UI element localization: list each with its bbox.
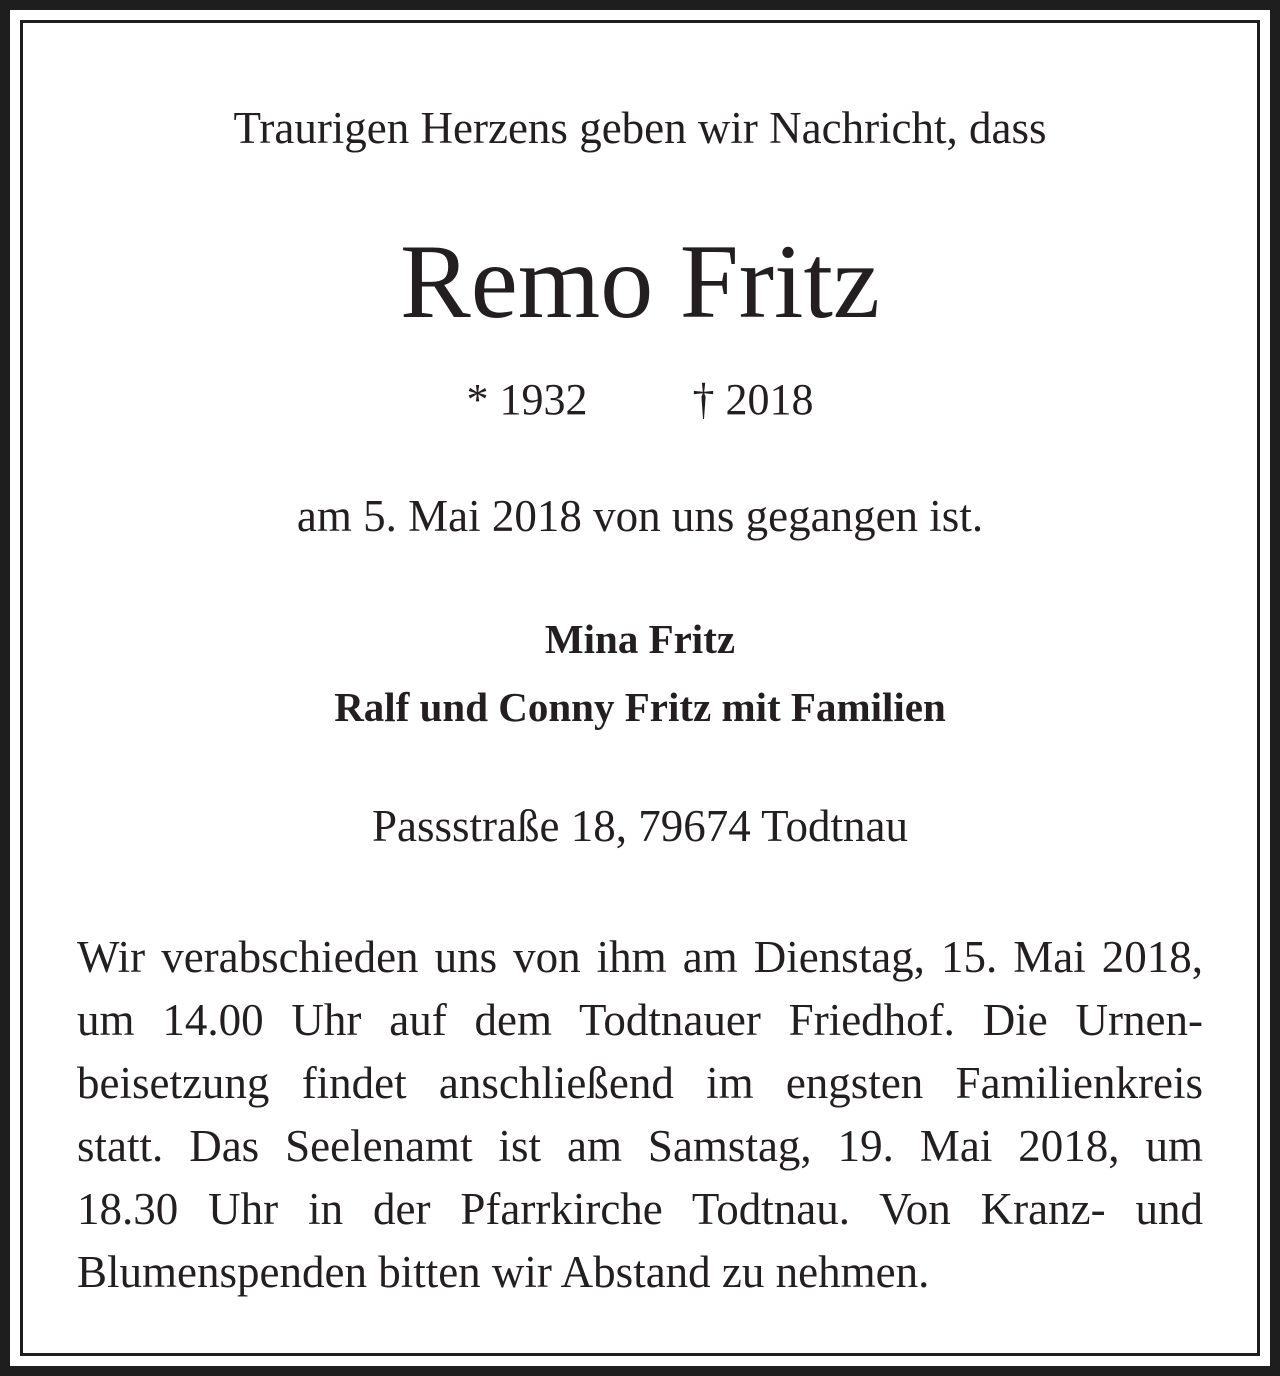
deceased-name: Remo Fritz: [400, 223, 880, 340]
mourner-line: Ralf und Conny Fritz mit Familien: [334, 684, 946, 730]
intro-line: Traurigen Herzens geben wir Nachricht, dass: [233, 103, 1047, 153]
address-line: Passstraße 18, 79674 Todtnau: [372, 801, 908, 851]
paragraph-line: Wir verabschieden uns von ihm am Dienstag, 15. Mai 2018,: [77, 932, 1203, 982]
passing-line: am 5. Mai 2018 von uns gegangen ist.: [296, 491, 984, 541]
birth-year: * 1932: [466, 375, 588, 424]
paragraph-line: statt. Das Seelenamt ist am Samstag, 19. Mai 2018, um: [77, 1121, 1203, 1171]
paragraph-line: um 14.00 Uhr auf dem Todtnauer Friedhof. Die Urnen-: [77, 995, 1203, 1045]
mourners-block: [0, 605, 1280, 741]
paragraph-line: 18.30 Uhr in der Pfarrkirche Todtnau. Von Kranz- und: [77, 1184, 1203, 1234]
funeral-details-paragraph: [77, 926, 1203, 1304]
paragraph-line: Blumenspenden bitten wir Abstand zu nehmen.: [77, 1247, 930, 1297]
paragraph-line: beisetzung findet anschließend im engsten Familienkreis: [77, 1058, 1203, 1108]
mourner-line: Mina Fritz: [544, 616, 736, 662]
death-year: † 2018: [692, 375, 814, 424]
life-dates: [0, 372, 1280, 428]
